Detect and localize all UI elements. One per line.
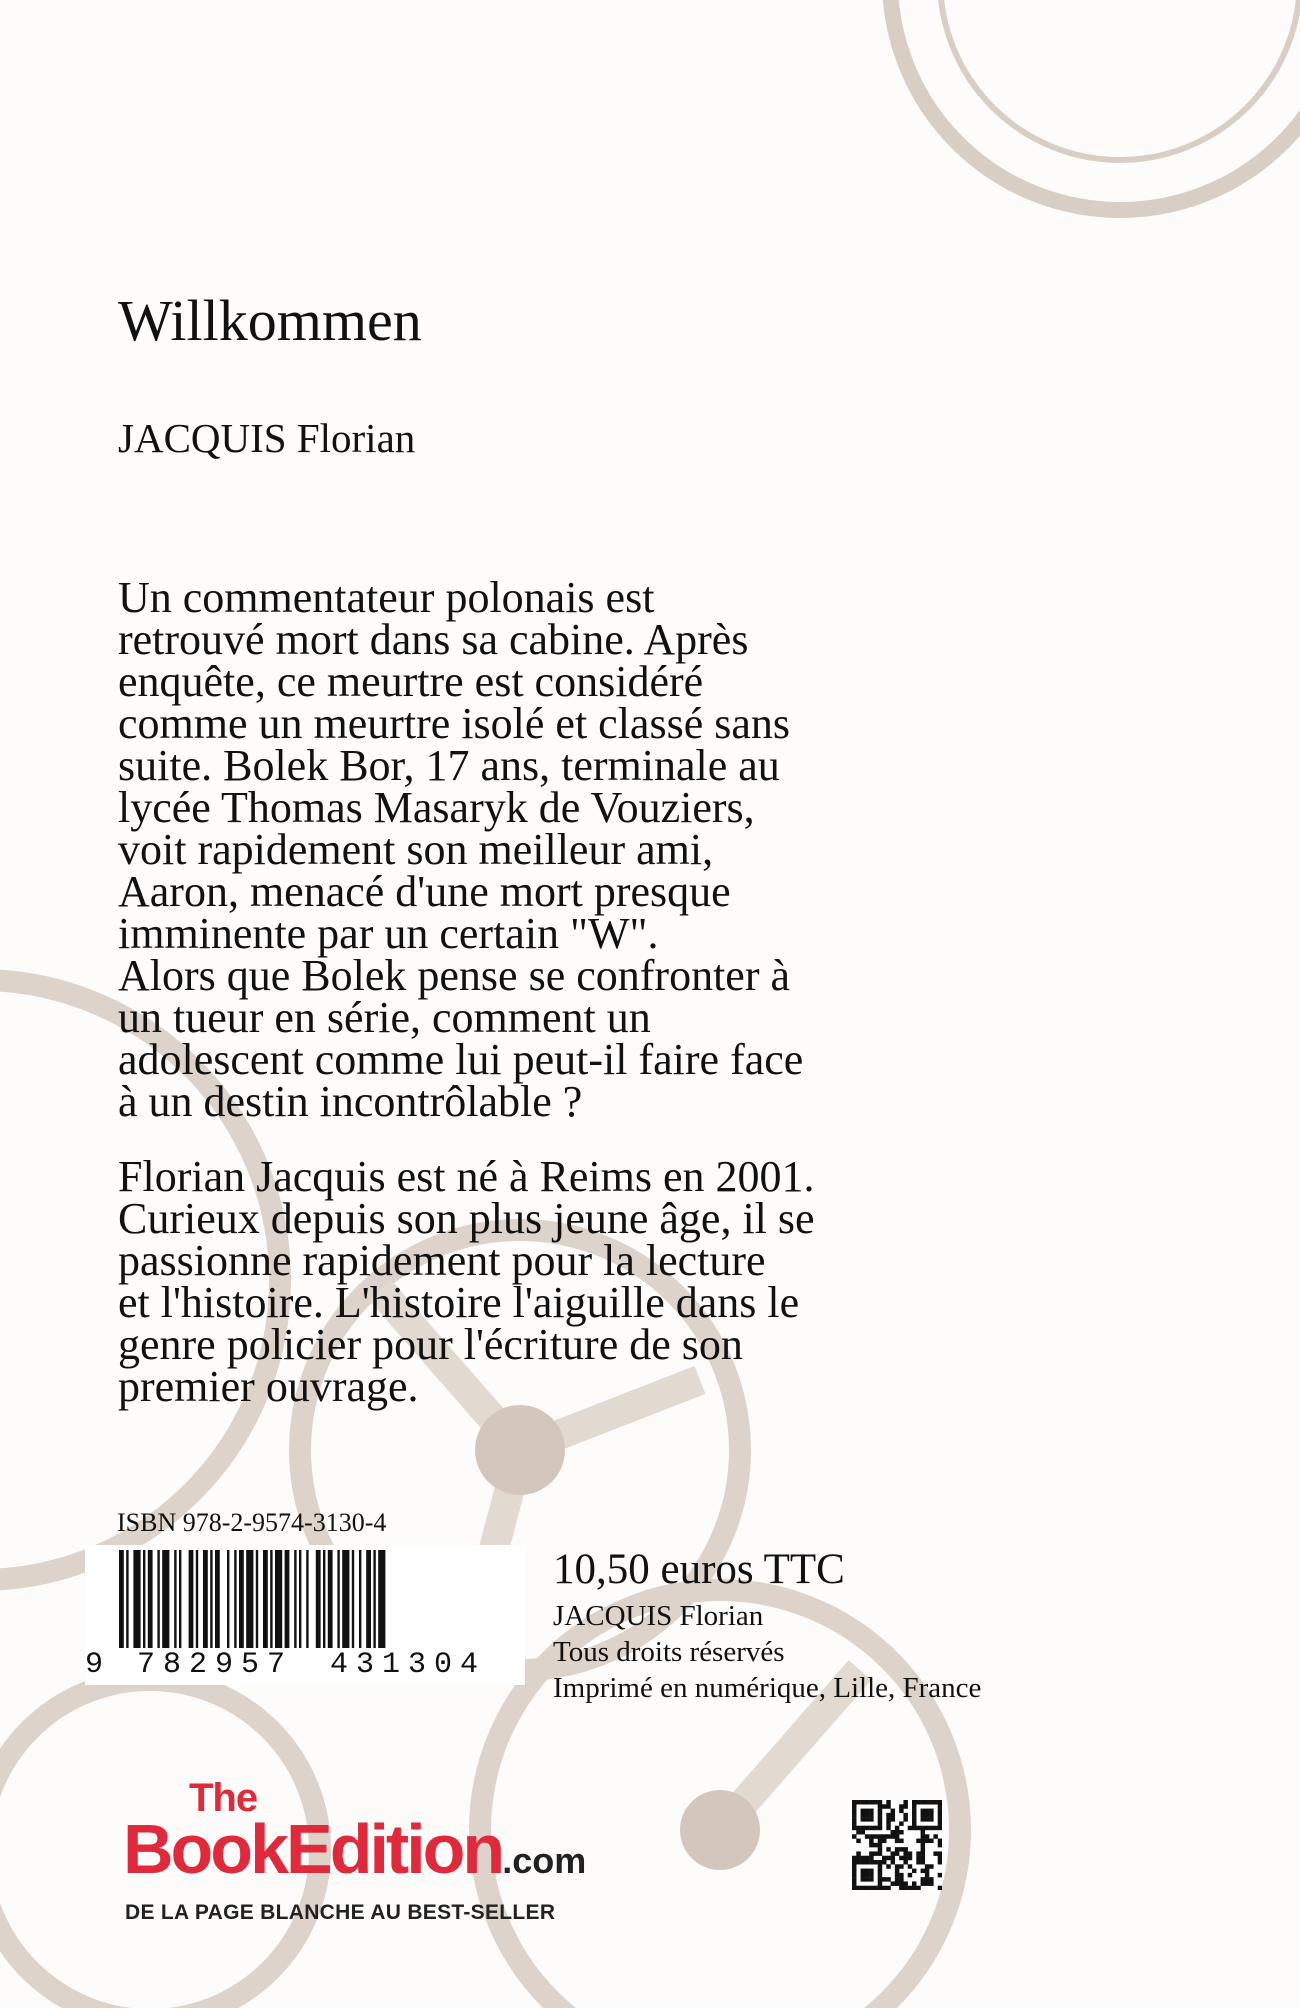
qr-module <box>869 1869 873 1873</box>
qr-module <box>878 1826 882 1830</box>
qr-module <box>895 1881 899 1885</box>
qr-module <box>903 1847 907 1851</box>
qr-module <box>878 1851 882 1855</box>
qr-module <box>925 1864 929 1868</box>
qr-module <box>895 1830 899 1834</box>
qr-module <box>873 1843 877 1847</box>
qr-module <box>921 1839 925 1843</box>
qr-module <box>899 1821 903 1825</box>
qr-module <box>912 1800 916 1804</box>
barcode-bar <box>162 1550 169 1648</box>
qr-module <box>921 1856 925 1860</box>
qr-module <box>878 1869 882 1873</box>
barcode-bar <box>316 1550 321 1648</box>
imprint-author: JACQUIS Florian <box>553 1600 764 1632</box>
qr-module <box>869 1809 873 1813</box>
qr-module <box>878 1843 882 1847</box>
qr-module <box>925 1877 929 1881</box>
qr-module <box>878 1813 882 1817</box>
barcode-bar <box>352 1550 354 1648</box>
qr-module <box>903 1851 907 1855</box>
qr-module <box>891 1817 895 1821</box>
qr-module <box>895 1826 899 1830</box>
qr-module <box>891 1834 895 1838</box>
qr-module <box>852 1873 856 1877</box>
qr-module <box>852 1804 856 1808</box>
qr-module <box>878 1800 882 1804</box>
qr-module <box>912 1817 916 1821</box>
qr-module <box>869 1800 873 1804</box>
barcode-bar <box>227 1550 229 1648</box>
qr-module <box>886 1864 890 1868</box>
qr-module <box>886 1804 890 1808</box>
qr-module <box>878 1834 882 1838</box>
qr-module <box>921 1843 925 1847</box>
qr-module <box>912 1886 916 1890</box>
qr-module <box>852 1886 856 1890</box>
qr-module <box>925 1873 929 1877</box>
qr-module <box>912 1813 916 1817</box>
barcode-bar <box>378 1550 385 1648</box>
qr-module <box>856 1826 860 1830</box>
qr-module <box>882 1834 886 1838</box>
qr-module <box>878 1877 882 1881</box>
qr-module <box>916 1856 920 1860</box>
qr-module <box>852 1813 856 1817</box>
qr-module <box>938 1873 942 1877</box>
qr-module <box>908 1826 912 1830</box>
qr-code-pattern <box>852 1800 942 1890</box>
barcode-bar <box>299 1550 301 1648</box>
qr-module <box>908 1873 912 1877</box>
qr-module <box>865 1813 869 1817</box>
qr-module <box>938 1809 942 1813</box>
barcode-bar <box>119 1550 124 1648</box>
qr-module <box>938 1843 942 1847</box>
qr-module <box>891 1881 895 1885</box>
qr-module <box>861 1817 865 1821</box>
qr-module <box>869 1886 873 1890</box>
qr-module <box>852 1821 856 1825</box>
qr-module <box>899 1873 903 1877</box>
qr-module <box>925 1809 929 1813</box>
qr-module <box>899 1830 903 1834</box>
qr-module <box>921 1847 925 1851</box>
qr-module <box>938 1839 942 1843</box>
qr-module <box>869 1839 873 1843</box>
qr-module <box>869 1813 873 1817</box>
qr-module <box>903 1856 907 1860</box>
qr-module <box>916 1800 920 1804</box>
qr-module <box>856 1830 860 1834</box>
qr-module <box>882 1860 886 1864</box>
qr-module <box>921 1869 925 1873</box>
qr-module <box>882 1877 886 1881</box>
barcode-bar <box>246 1550 253 1648</box>
barcode-bar <box>174 1550 176 1648</box>
qr-module <box>921 1800 925 1804</box>
qr-module <box>891 1851 895 1855</box>
qr-module <box>886 1821 890 1825</box>
qr-module <box>899 1809 903 1813</box>
qr-module <box>869 1851 873 1855</box>
qr-module <box>852 1817 856 1821</box>
qr-module <box>869 1826 873 1830</box>
price: 10,50 euros TTC <box>553 1546 845 1593</box>
qr-module <box>899 1847 903 1851</box>
barcode-bar <box>270 1550 272 1648</box>
qr-module <box>903 1800 907 1804</box>
qr-module <box>861 1877 865 1881</box>
qr-module <box>886 1886 890 1890</box>
qr-module <box>891 1813 895 1817</box>
logo-wordmark <box>123 1810 587 1888</box>
logo-tagline: DE LA PAGE BLANCHE AU BEST-SELLER <box>125 1901 556 1924</box>
qr-module <box>886 1856 890 1860</box>
qr-module <box>899 1856 903 1860</box>
barcode-bar <box>143 1550 145 1648</box>
qr-module <box>895 1877 899 1881</box>
qr-module <box>869 1873 873 1877</box>
qr-module <box>895 1851 899 1855</box>
qr-module <box>852 1864 856 1868</box>
qr-module <box>929 1877 933 1881</box>
qr-module <box>912 1869 916 1873</box>
qr-module <box>869 1834 873 1838</box>
qr-module <box>865 1834 869 1838</box>
qr-module <box>933 1800 937 1804</box>
qr-module <box>938 1860 942 1864</box>
qr-module <box>861 1813 865 1817</box>
barcode-bars <box>115 1550 495 1650</box>
logo-the: The <box>189 1776 258 1820</box>
qr-module <box>878 1881 882 1885</box>
qr-module <box>878 1847 882 1851</box>
qr-module <box>925 1881 929 1885</box>
barcode-bar <box>133 1550 140 1648</box>
qr-module <box>861 1860 865 1864</box>
qr-module <box>903 1881 907 1885</box>
qr-module <box>899 1877 903 1881</box>
qr-module <box>852 1800 856 1804</box>
qr-module <box>882 1804 886 1808</box>
qr-module <box>921 1851 925 1855</box>
qr-module <box>886 1826 890 1830</box>
qr-module <box>865 1856 869 1860</box>
barcode-bar <box>323 1550 325 1648</box>
qr-module <box>895 1873 899 1877</box>
barcode-bar <box>342 1550 349 1648</box>
qr-module <box>865 1873 869 1877</box>
qr-module <box>921 1834 925 1838</box>
barcode-bar <box>215 1550 220 1648</box>
qr-module <box>916 1851 920 1855</box>
qr-module <box>865 1869 869 1873</box>
qr-module <box>852 1881 856 1885</box>
qr-module <box>925 1834 929 1838</box>
qr-module <box>938 1886 942 1890</box>
qr-module <box>908 1886 912 1890</box>
barcode-bar <box>179 1550 181 1648</box>
qr-module <box>861 1873 865 1877</box>
qr-module <box>908 1856 912 1860</box>
qr-module <box>886 1817 890 1821</box>
qr-module <box>903 1817 907 1821</box>
qr-module <box>933 1851 937 1855</box>
qr-module <box>899 1864 903 1868</box>
qr-module <box>878 1817 882 1821</box>
logo-domain: .com <box>502 1840 587 1881</box>
qr-module <box>912 1821 916 1825</box>
qr-module <box>861 1856 865 1860</box>
barcode-bar <box>359 1550 361 1648</box>
qr-module <box>929 1826 933 1830</box>
book-title: Willkommen <box>118 288 422 353</box>
qr-module <box>878 1860 882 1864</box>
barcode-bar <box>263 1550 268 1648</box>
qr-module <box>938 1800 942 1804</box>
barcode-bar <box>148 1550 153 1648</box>
qr-module <box>878 1886 882 1890</box>
qr-module <box>865 1877 869 1881</box>
qr-module <box>891 1856 895 1860</box>
qr-module <box>873 1860 877 1864</box>
qr-module <box>895 1864 899 1868</box>
qr-module <box>882 1839 886 1843</box>
qr-module <box>878 1839 882 1843</box>
barcode-bar <box>203 1550 208 1648</box>
qr-module <box>865 1800 869 1804</box>
qr-module <box>938 1856 942 1860</box>
qr-module <box>869 1860 873 1864</box>
qr-module <box>925 1869 929 1873</box>
qr-module <box>856 1851 860 1855</box>
qr-module <box>852 1834 856 1838</box>
qr-module <box>938 1826 942 1830</box>
qr-module <box>869 1817 873 1821</box>
barcode-bar <box>373 1550 375 1648</box>
isbn-label: ISBN 978-2-9574-3130-4 <box>117 1508 387 1537</box>
qr-module <box>878 1864 882 1868</box>
qr-module <box>852 1860 856 1864</box>
qr-module <box>916 1826 920 1830</box>
qr-module <box>908 1851 912 1855</box>
qr-module <box>886 1800 890 1804</box>
barcode-digits-right: 431304 <box>330 1648 487 1682</box>
qr-module <box>938 1813 942 1817</box>
qr-module <box>856 1800 860 1804</box>
qr-module <box>873 1834 877 1838</box>
barcode-bar <box>366 1550 371 1648</box>
qr-module <box>856 1860 860 1864</box>
qr-module <box>899 1804 903 1808</box>
barcode-digits-left: 782957 <box>137 1648 294 1682</box>
qr-module <box>925 1839 929 1843</box>
author-name: JACQUIS Florian <box>118 415 416 461</box>
barcode-bar <box>210 1550 212 1648</box>
qr-module <box>929 1800 933 1804</box>
qr-module <box>861 1869 865 1873</box>
qr-module <box>882 1856 886 1860</box>
qr-module <box>873 1851 877 1855</box>
qr-module <box>861 1809 865 1813</box>
qr-code <box>852 1800 942 1890</box>
qr-module <box>921 1817 925 1821</box>
imprint-rights: Tous droits réservés <box>553 1636 785 1668</box>
qr-module <box>938 1817 942 1821</box>
qr-module <box>929 1809 933 1813</box>
author-bio-paragraph: Florian Jacquis est né à Reims en 2001. Curieux depuis son plus jeune âge, il se passionne rapidement pour la lecture et l'histoire. L'histoire l'aiguille dans le genre policier pour l'écriture de son premier ouvrage. <box>118 1152 815 1411</box>
qr-module <box>903 1813 907 1817</box>
barcode-digit-lead: 9 <box>85 1648 104 1682</box>
qr-module <box>938 1851 942 1855</box>
qr-module <box>916 1886 920 1890</box>
qr-module <box>899 1839 903 1843</box>
qr-module <box>878 1809 882 1813</box>
qr-module <box>921 1809 925 1813</box>
qr-module <box>886 1847 890 1851</box>
barcode-bar <box>285 1550 290 1648</box>
barcode <box>85 1545 525 1685</box>
barcode-bar <box>294 1550 296 1648</box>
qr-module <box>891 1830 895 1834</box>
barcode-bar <box>234 1550 236 1648</box>
qr-module <box>912 1826 916 1830</box>
qr-module <box>921 1881 925 1885</box>
qr-module <box>895 1839 899 1843</box>
barcode-bar <box>126 1550 128 1648</box>
qr-module <box>852 1877 856 1881</box>
barcode-bar <box>306 1550 308 1648</box>
qr-module <box>852 1869 856 1873</box>
qr-module <box>899 1881 903 1885</box>
qr-module <box>865 1860 869 1864</box>
qr-module <box>869 1843 873 1847</box>
qr-module <box>925 1813 929 1817</box>
qr-module <box>929 1864 933 1868</box>
qr-module <box>925 1800 929 1804</box>
qr-module <box>886 1834 890 1838</box>
qr-module <box>878 1804 882 1808</box>
qr-module <box>921 1877 925 1881</box>
qr-module <box>852 1856 856 1860</box>
qr-module <box>938 1821 942 1825</box>
qr-module <box>929 1813 933 1817</box>
qr-module <box>852 1826 856 1830</box>
qr-module <box>895 1847 899 1851</box>
qr-module <box>912 1881 916 1885</box>
qr-module <box>929 1881 933 1885</box>
qr-module <box>933 1834 937 1838</box>
qr-module <box>852 1809 856 1813</box>
qr-module <box>886 1813 890 1817</box>
qr-module <box>865 1826 869 1830</box>
qr-module <box>873 1800 877 1804</box>
barcode-bar <box>337 1550 339 1648</box>
barcode-bar <box>196 1550 198 1648</box>
qr-module <box>873 1886 877 1890</box>
qr-module <box>861 1800 865 1804</box>
qr-module <box>856 1856 860 1860</box>
qr-module <box>856 1886 860 1890</box>
qr-module <box>921 1830 925 1834</box>
qr-module <box>895 1869 899 1873</box>
qr-module <box>903 1804 907 1808</box>
barcode-bar <box>157 1550 159 1648</box>
qr-module <box>925 1826 929 1830</box>
qr-module <box>921 1826 925 1830</box>
qr-module <box>903 1860 907 1864</box>
qr-module <box>929 1817 933 1821</box>
qr-module <box>861 1826 865 1830</box>
qr-module <box>869 1856 873 1860</box>
qr-module <box>865 1809 869 1813</box>
qr-module <box>861 1886 865 1890</box>
barcode-bar <box>239 1550 244 1648</box>
summary-paragraph: Un commentateur polonais est retrouvé mort dans sa cabine. Après enquête, ce meurtre est considéré comme un meurtre isolé et classé sans suite. Bolek Bor, 17 ans, terminale au lycée Thomas Masaryk de Vouziers, voit rapidement son meilleur ami, Aaron, menacé d'une mort presque imminente par un certain "W". Alors que Bolek pense se confronter à un tueur en série, comment un adolescent comme lui peut-il faire face à un destin incontrôlable ? <box>118 573 804 1126</box>
qr-module <box>878 1873 882 1877</box>
qr-module <box>886 1877 890 1881</box>
qr-module <box>869 1877 873 1881</box>
qr-module <box>925 1817 929 1821</box>
qr-module <box>916 1860 920 1864</box>
qr-module <box>912 1809 916 1813</box>
qr-module <box>903 1886 907 1890</box>
qr-module <box>921 1860 925 1864</box>
logo-main-text: BookEdition <box>123 1810 503 1888</box>
qr-module <box>878 1821 882 1825</box>
barcode-bar <box>275 1550 282 1648</box>
qr-module <box>873 1826 877 1830</box>
barcode-bar <box>256 1550 258 1648</box>
qr-module <box>938 1804 942 1808</box>
qr-module <box>895 1834 899 1838</box>
qr-module <box>921 1813 925 1817</box>
qr-module <box>865 1886 869 1890</box>
qr-module <box>865 1817 869 1821</box>
imprint-printed: Imprimé en numérique, Lille, France <box>553 1672 982 1704</box>
qr-module <box>916 1839 920 1843</box>
barcode-bar <box>189 1550 194 1648</box>
publisher-logo <box>123 1778 723 1978</box>
qr-module <box>856 1839 860 1843</box>
qr-module <box>912 1804 916 1808</box>
qr-module <box>891 1860 895 1864</box>
qr-module <box>891 1809 895 1813</box>
qr-module <box>908 1864 912 1868</box>
qr-module <box>882 1886 886 1890</box>
qr-module <box>929 1839 933 1843</box>
qr-module <box>899 1886 903 1890</box>
qr-module <box>933 1826 937 1830</box>
qr-module <box>861 1830 865 1834</box>
barcode-bar <box>328 1550 333 1648</box>
